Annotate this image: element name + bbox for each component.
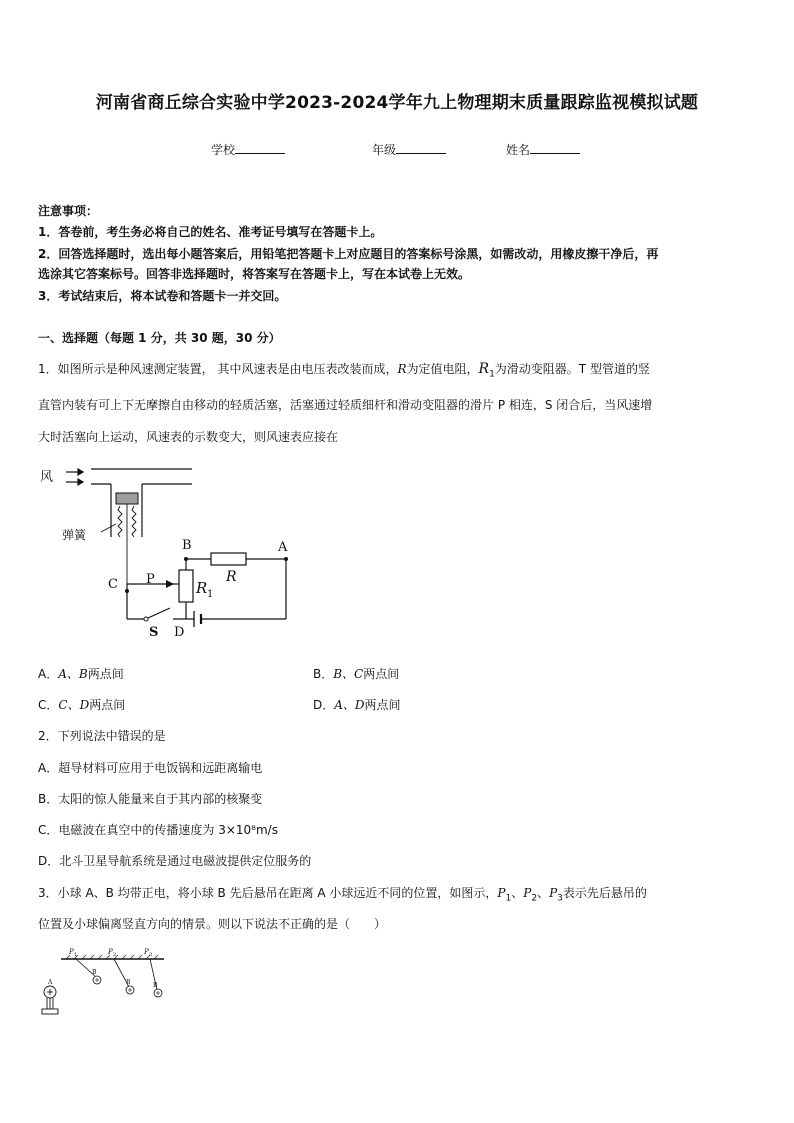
node-C — [125, 589, 129, 593]
grade-blank[interactable] — [396, 142, 446, 154]
q2-option-b[interactable]: B．太阳的惊人能量来自于其内部的核聚变 — [38, 792, 263, 806]
switch-pivot — [144, 617, 148, 621]
label-C: C — [108, 577, 118, 592]
section-heading: 一、选择题（每题 1 分，共 30 题，30 分） — [38, 331, 281, 345]
wind-arrows — [66, 469, 83, 485]
ball-A-stand — [42, 986, 58, 1014]
svg-text:1: 1 — [74, 952, 78, 958]
label-R: R — [226, 569, 237, 585]
label-A: A — [278, 540, 288, 555]
q2-option-d[interactable]: D．北斗卫星导航系统是通过电磁波提供定位服务的 — [38, 854, 312, 868]
school-blank[interactable] — [235, 142, 285, 154]
piston — [116, 493, 138, 504]
spring — [118, 504, 136, 584]
label-P2: P — [108, 948, 113, 956]
label-R1-sub: 1 — [207, 589, 214, 600]
q2-option-a[interactable]: A．超导材料可应用于电饭锅和远距离输电 — [38, 761, 263, 775]
q3-stem-line2: 位置及小球偏离竖直方向的情景。则以下说法不正确的是（ ） — [38, 917, 387, 931]
svg-text:B: B — [153, 982, 158, 989]
name-label: 姓名 — [506, 143, 531, 157]
spring-label: 弹簧 — [62, 528, 87, 542]
svg-text:A: A — [48, 979, 53, 986]
grade-field[interactable] — [372, 141, 446, 158]
q3-pendulum-figure — [36, 945, 176, 1020]
q1-option-c[interactable]: C．C、D两点间 — [38, 698, 126, 712]
name-field[interactable] — [506, 141, 580, 158]
threads — [76, 959, 157, 990]
q1-option-d[interactable]: D．A、D两点间 — [313, 698, 401, 712]
school-label: 学校 — [211, 143, 236, 157]
label-S: S — [149, 625, 159, 640]
notes-item-1: 1．答卷前，考生务必将自己的姓名、准考证号填写在答题卡上。 — [38, 225, 383, 239]
resistor-R — [211, 553, 246, 565]
label-P1: P — [69, 948, 74, 956]
notes-item-2-cont: 选涂其它答案标号。回答非选择题时，将答案写在答题卡上，写在本试卷上无效。 — [38, 267, 471, 281]
notes-item-3: 3．考试结束后，将本试卷和答题卡一并交回。 — [38, 289, 287, 303]
wind-label: 风 — [40, 470, 54, 485]
q1-stem-line2: 直管内装有可上下无摩擦自由移动的轻质活塞，活塞通过轻质细杆和滑动变阻器的滑片 P 相连，S 闭合后，当风速增 — [38, 398, 653, 412]
switch-S — [148, 608, 170, 618]
q1-stem-line1: 1．如图所示是种风速测定装置， 其中风速表是由电压表改装而成，R为定值电阻，$R_1$为滑动变阻器。T 型管道的竖 — [38, 361, 650, 380]
q1-stem-line3: 大时活塞向上运动，风速表的示数变大，则风速表应接在 — [38, 430, 339, 444]
q1-option-b[interactable]: B．B、C两点间 — [313, 667, 400, 681]
svg-text:B: B — [126, 979, 131, 986]
svg-text:2: 2 — [113, 952, 117, 958]
label-P3: P — [144, 948, 149, 956]
node-B — [184, 557, 188, 561]
label-R1: R — [196, 579, 208, 597]
svg-text:3: 3 — [149, 952, 153, 958]
q1-option-a[interactable]: A．A、B两点间 — [38, 667, 124, 681]
grade-label: 年级 — [372, 143, 397, 157]
label-B: B — [182, 538, 192, 553]
rheostat-R1 — [179, 570, 193, 602]
page-title: 河南省商丘综合实验中学2023-2024学年九上物理期末质量跟踪监视模拟试题 — [95, 93, 699, 113]
q2-option-c[interactable]: C．电磁波在真空中的传播速度为 3×10⁸m/s — [38, 823, 278, 837]
notes-heading: 注意事项： — [38, 204, 99, 218]
t-pipe — [91, 469, 192, 537]
name-blank[interactable] — [530, 142, 580, 154]
q1-circuit-figure — [36, 462, 306, 642]
label-P: P — [146, 572, 155, 587]
svg-text:B: B — [92, 969, 97, 976]
school-field[interactable] — [211, 141, 285, 158]
q3-stem-line1: 3．小球 A、B 均带正电，将小球 B 先后悬吊在距离 A 小球远近不同的位置，如图示，$P_1$、$P_2$、$P_3$表示先后悬吊的 — [38, 886, 647, 904]
node-A — [284, 557, 288, 561]
q2-stem: 2．下列说法中错误的是 — [38, 729, 166, 743]
label-D: D — [174, 625, 185, 640]
notes-item-2: 2．回答选择题时，选出每小题答案后，用铅笔把答题卡上对应题目的答案标号涂黑，如需改动，用橡皮擦干净后，再 — [38, 247, 659, 261]
